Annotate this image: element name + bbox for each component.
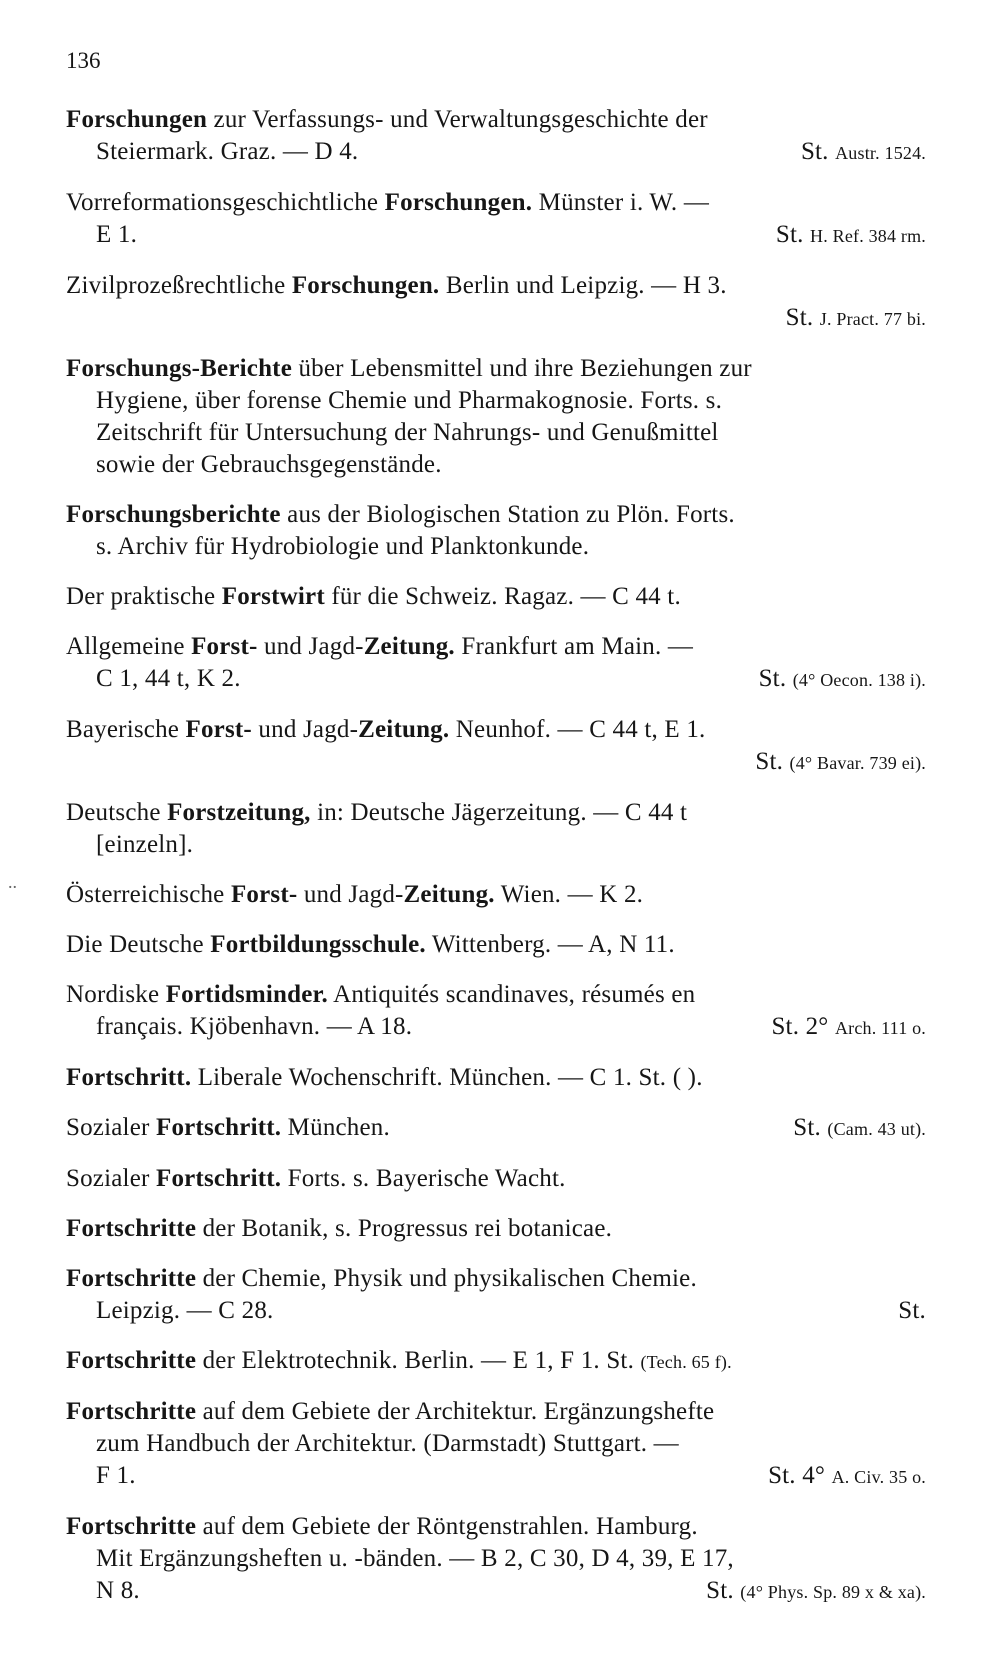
entry-text: Wittenberg. — A, N 11.	[425, 931, 675, 958]
entry-keyword: Forst-	[185, 716, 252, 743]
entry-line-text	[66, 187, 709, 219]
entry-keyword: Fortschritte	[66, 1398, 197, 1425]
entry-line	[66, 1543, 926, 1575]
catalog-entry	[66, 1062, 926, 1094]
entry-keyword: Fortschritte	[66, 1513, 197, 1540]
entry-line	[66, 1163, 926, 1195]
entry-text: Die Deutsche	[66, 931, 211, 958]
entry-text: Forts. s. Bayerische Wacht.	[281, 1165, 566, 1192]
entry-line-text	[96, 1575, 140, 1608]
entry-text: C 1, 44 t, K 2.	[96, 665, 241, 692]
catalog-entry	[66, 929, 926, 961]
catalog-entry	[66, 631, 926, 696]
holding-location	[776, 219, 926, 252]
entry-line-text	[66, 104, 708, 136]
catalog-entry	[66, 1396, 926, 1493]
entry-line	[66, 1062, 926, 1094]
catalog-entry	[66, 714, 926, 779]
entry-text: Mit Ergänzungsheften u. -bänden. — B 2, C 30, D 4, 39, E 17,	[96, 1545, 734, 1572]
shelf-mark: A. Civ. 35 o.	[831, 1467, 926, 1487]
entry-line-text	[96, 417, 719, 449]
entry-line-text	[66, 1213, 612, 1245]
entry-line-text	[66, 499, 735, 531]
margin-mark: ..	[8, 872, 17, 892]
line-spacer	[390, 1112, 793, 1145]
line-spacer	[140, 1575, 706, 1608]
entry-line	[66, 581, 926, 613]
entry-text: Münster i. W. —	[532, 189, 710, 216]
entry-text: Der praktische	[66, 583, 222, 610]
entry-line	[66, 219, 926, 252]
page-number: 136	[66, 48, 101, 73]
entry-line	[66, 879, 926, 911]
shelf-mark: Arch. 111 o.	[834, 1018, 926, 1038]
entry-line	[66, 187, 926, 219]
entry-line	[66, 499, 926, 531]
entry-line-text	[66, 1345, 732, 1378]
entry-text: St.	[758, 665, 793, 692]
entry-line-text	[96, 1295, 273, 1327]
entry-text: Antiquités scandinaves, résumés en	[328, 981, 696, 1008]
entry-keyword: Fortschritte	[66, 1347, 197, 1374]
line-spacer	[273, 1295, 898, 1327]
entry-text: der Botanik, s. Progressus rei botanicae.	[196, 1215, 613, 1242]
catalog-entry	[66, 104, 926, 169]
entry-line-text	[66, 1062, 703, 1094]
catalog-entry	[66, 270, 926, 335]
entry-line	[66, 417, 926, 449]
entry-line	[66, 449, 926, 481]
entry-text: Zeitschrift für Untersuchung der Nahrungs- und Genußmittel	[96, 419, 719, 446]
entry-line	[66, 136, 926, 169]
entry-text: St.	[898, 1297, 926, 1324]
entry-line	[66, 531, 926, 563]
entry-line-text	[96, 219, 137, 252]
holding-location	[759, 663, 926, 696]
entry-line	[66, 1011, 926, 1044]
entry-line	[66, 1460, 926, 1493]
entry-keyword: Forschungen.	[291, 272, 440, 299]
entry-keyword: Forstwirt	[221, 583, 325, 610]
entry-line	[66, 104, 926, 136]
holding-location	[771, 1011, 926, 1044]
entry-text: St.	[800, 138, 836, 165]
entry-line-text	[96, 136, 358, 169]
line-spacer	[137, 219, 776, 252]
entry-keyword: Zeitung.	[403, 881, 495, 908]
holding-location	[786, 302, 926, 335]
entry-text: für die Schweiz. Ragaz. — C 44 t.	[324, 583, 681, 610]
entry-keyword: Zeitung.	[358, 716, 450, 743]
line-spacer	[358, 136, 801, 169]
catalog-entry	[66, 499, 926, 563]
line-spacer	[241, 663, 759, 696]
shelf-mark: (4° Phys. Sp. 89 x & xa).	[740, 1582, 926, 1602]
entry-text: s. Archiv für Hydrobiologie und Planktonkunde.	[96, 533, 590, 560]
shelf-mark: (4° Oecon. 138 i).	[792, 670, 926, 690]
entry-line-text	[66, 979, 695, 1011]
entry-line-text	[66, 1263, 697, 1295]
entry-line-text	[96, 1460, 136, 1493]
entry-keyword: Forschungen	[66, 106, 208, 133]
entry-text: und Jagd-	[251, 716, 359, 743]
entry-line-text	[66, 714, 706, 746]
catalog-entry	[66, 187, 926, 252]
entry-line	[66, 663, 926, 696]
entry-line-text	[96, 385, 722, 417]
entry-text: sowie der Gebrauchsgegenstände.	[96, 451, 442, 478]
entry-keyword: Fortschritt.	[66, 1064, 192, 1091]
entry-keyword: Zeitung.	[363, 633, 455, 660]
entry-keyword: Fortschritt.	[155, 1165, 282, 1192]
entry-keyword: Forschungsberichte	[66, 501, 281, 528]
entry-text: aus der Biologischen Station zu Plön. Forts.	[280, 501, 735, 528]
entry-line-text	[66, 1112, 390, 1145]
entry-text: Liberale Wochenschrift. München. — C 1. St. ( ).	[191, 1064, 703, 1091]
holding-location	[755, 746, 926, 779]
entry-text: F 1.	[96, 1462, 136, 1489]
entry-text: auf dem Gebiete der Röntgenstrahlen. Hamburg.	[196, 1513, 698, 1540]
catalog-entry	[66, 797, 926, 861]
entry-keyword: Fortbildungsschule.	[210, 931, 426, 958]
entry-text: N 8.	[96, 1577, 140, 1604]
entry-line-text	[96, 1011, 412, 1044]
shelf-mark: (4° Bavar. 739 ei).	[789, 753, 926, 773]
holding-location	[768, 1460, 926, 1493]
entry-text: Zivilprozeßrechtliche	[66, 272, 292, 299]
entry-keyword: Fortschritte	[66, 1265, 197, 1292]
entry-line-text	[66, 353, 752, 385]
entry-text: Wien. — K 2.	[494, 881, 644, 908]
entry-text: Österreichische	[66, 881, 231, 908]
catalog-entry	[66, 1163, 926, 1195]
catalog-entry	[66, 1112, 926, 1145]
entry-line	[66, 714, 926, 746]
entry-text: und Jagd-	[257, 633, 364, 660]
catalog-entry	[66, 1213, 926, 1245]
entry-text: Nordiske	[66, 981, 166, 1008]
entry-text: Frankfurt am Main. —	[454, 633, 694, 660]
entry-text: St. 2°	[771, 1013, 835, 1040]
entry-text: München.	[281, 1114, 390, 1141]
entry-text: zur Verfassungs- und Verwaltungsgeschichte der	[207, 106, 708, 133]
entry-text: über Lebensmittel und ihre Beziehungen zur	[292, 355, 752, 382]
entry-line	[66, 1575, 926, 1608]
line-spacer	[96, 302, 786, 335]
entry-line-text	[66, 631, 693, 663]
entry-text: Steiermark. Graz. — D 4.	[96, 138, 359, 165]
entry-text: Berlin und Leipzig. — H 3.	[439, 272, 727, 299]
entry-keyword: Forschungen.	[384, 189, 533, 216]
entry-line	[66, 270, 926, 302]
entry-line	[66, 797, 926, 829]
entry-line-text	[66, 270, 727, 302]
entry-keyword: Forst-	[191, 633, 258, 660]
catalog-entry	[66, 1263, 926, 1327]
entry-line	[66, 385, 926, 417]
entry-keyword: Forst-	[230, 881, 298, 908]
entry-line	[66, 1295, 926, 1327]
catalog-entries	[66, 104, 926, 1626]
entry-text: Allgemeine	[66, 633, 192, 660]
entry-line-text	[66, 797, 687, 829]
entry-line	[66, 1396, 926, 1428]
entry-text: Bayerische	[66, 716, 186, 743]
entry-keyword: Forschungs-Berichte	[66, 355, 292, 382]
catalog-entry	[66, 353, 926, 481]
entry-line-text	[96, 531, 589, 563]
holding-location	[706, 1575, 926, 1608]
line-spacer	[96, 746, 755, 779]
holding-location	[898, 1295, 926, 1327]
entry-text: auf dem Gebiete der Architektur. Ergänzungshefte	[196, 1398, 715, 1425]
entry-text: St.	[706, 1577, 741, 1604]
entry-text: St.	[775, 221, 811, 248]
entry-text: Leipzig. — C 28.	[96, 1297, 274, 1324]
entry-line-text	[96, 663, 241, 696]
entry-line-text	[66, 1396, 714, 1428]
entry-text: St.	[785, 304, 820, 331]
shelf-mark: (Tech. 65 f).	[640, 1352, 732, 1372]
entry-text: in: Deutsche Jägerzeitung. — C 44 t	[310, 799, 688, 826]
holding-location	[793, 1112, 926, 1145]
shelf-mark: H. Ref. 384 rm.	[810, 226, 926, 246]
holding-location	[801, 136, 926, 169]
entry-text: Vorreformationsgeschichtliche	[66, 189, 385, 216]
entry-text: Sozialer	[66, 1165, 156, 1192]
entry-line-text	[96, 1543, 734, 1575]
entry-keyword: Forstzeitung,	[167, 799, 311, 826]
entry-line	[66, 1345, 926, 1378]
entry-line	[66, 302, 926, 335]
catalog-entry	[66, 979, 926, 1044]
line-spacer	[412, 1011, 771, 1044]
entry-line-text	[66, 1163, 566, 1195]
entry-line-text	[96, 449, 442, 481]
entry-text: der Elektrotechnik. Berlin. — E 1, F 1. St.	[196, 1347, 641, 1374]
entry-line	[66, 1428, 926, 1460]
entry-text: E 1.	[96, 221, 138, 248]
shelf-mark: J. Pract. 77 bi.	[819, 309, 926, 329]
entry-text: St.	[755, 748, 790, 775]
catalog-entry	[66, 581, 926, 613]
entry-line	[66, 829, 926, 861]
catalog-entry	[66, 1345, 926, 1378]
catalog-entry	[66, 1511, 926, 1608]
entry-line-text	[66, 1511, 698, 1543]
entry-line	[66, 929, 926, 961]
shelf-mark: (Cam. 43 ut).	[827, 1119, 926, 1139]
entry-line-text	[66, 879, 643, 911]
entry-text: français. Kjöbenhavn. — A 18.	[96, 1013, 413, 1040]
entry-text: St.	[793, 1114, 828, 1141]
shelf-mark: Austr. 1524.	[835, 143, 926, 163]
entry-line-text	[66, 581, 681, 613]
entry-line	[66, 1112, 926, 1145]
entry-text: Sozialer	[66, 1114, 156, 1141]
entry-text: Hygiene, über forense Chemie und Pharmakognosie. Forts. s.	[96, 387, 723, 414]
entry-line	[66, 1511, 926, 1543]
entry-line	[66, 631, 926, 663]
entry-line-text	[96, 1428, 679, 1460]
entry-keyword: Fortidsminder.	[165, 981, 329, 1008]
line-spacer	[136, 1460, 768, 1493]
entry-text: zum Handbuch der Architektur. (Darmstadt) Stuttgart. —	[96, 1430, 679, 1457]
entry-line	[66, 746, 926, 779]
catalog-entry	[66, 879, 926, 911]
entry-line	[66, 979, 926, 1011]
entry-text: [einzeln].	[96, 831, 194, 858]
entry-text: Neunhof. — C 44 t, E 1.	[449, 716, 706, 743]
entry-line	[66, 353, 926, 385]
entry-keyword: Fortschritt.	[155, 1114, 282, 1141]
entry-text: der Chemie, Physik und physikalischen Chemie.	[196, 1265, 697, 1292]
entry-line	[66, 1263, 926, 1295]
entry-text: Deutsche	[66, 799, 168, 826]
entry-text: und Jagd-	[297, 881, 404, 908]
entry-keyword: Fortschritte	[66, 1215, 197, 1242]
entry-line-text	[66, 929, 675, 961]
entry-line-text	[96, 829, 193, 861]
entry-text: St. 4°	[768, 1462, 832, 1489]
entry-line	[66, 1213, 926, 1245]
